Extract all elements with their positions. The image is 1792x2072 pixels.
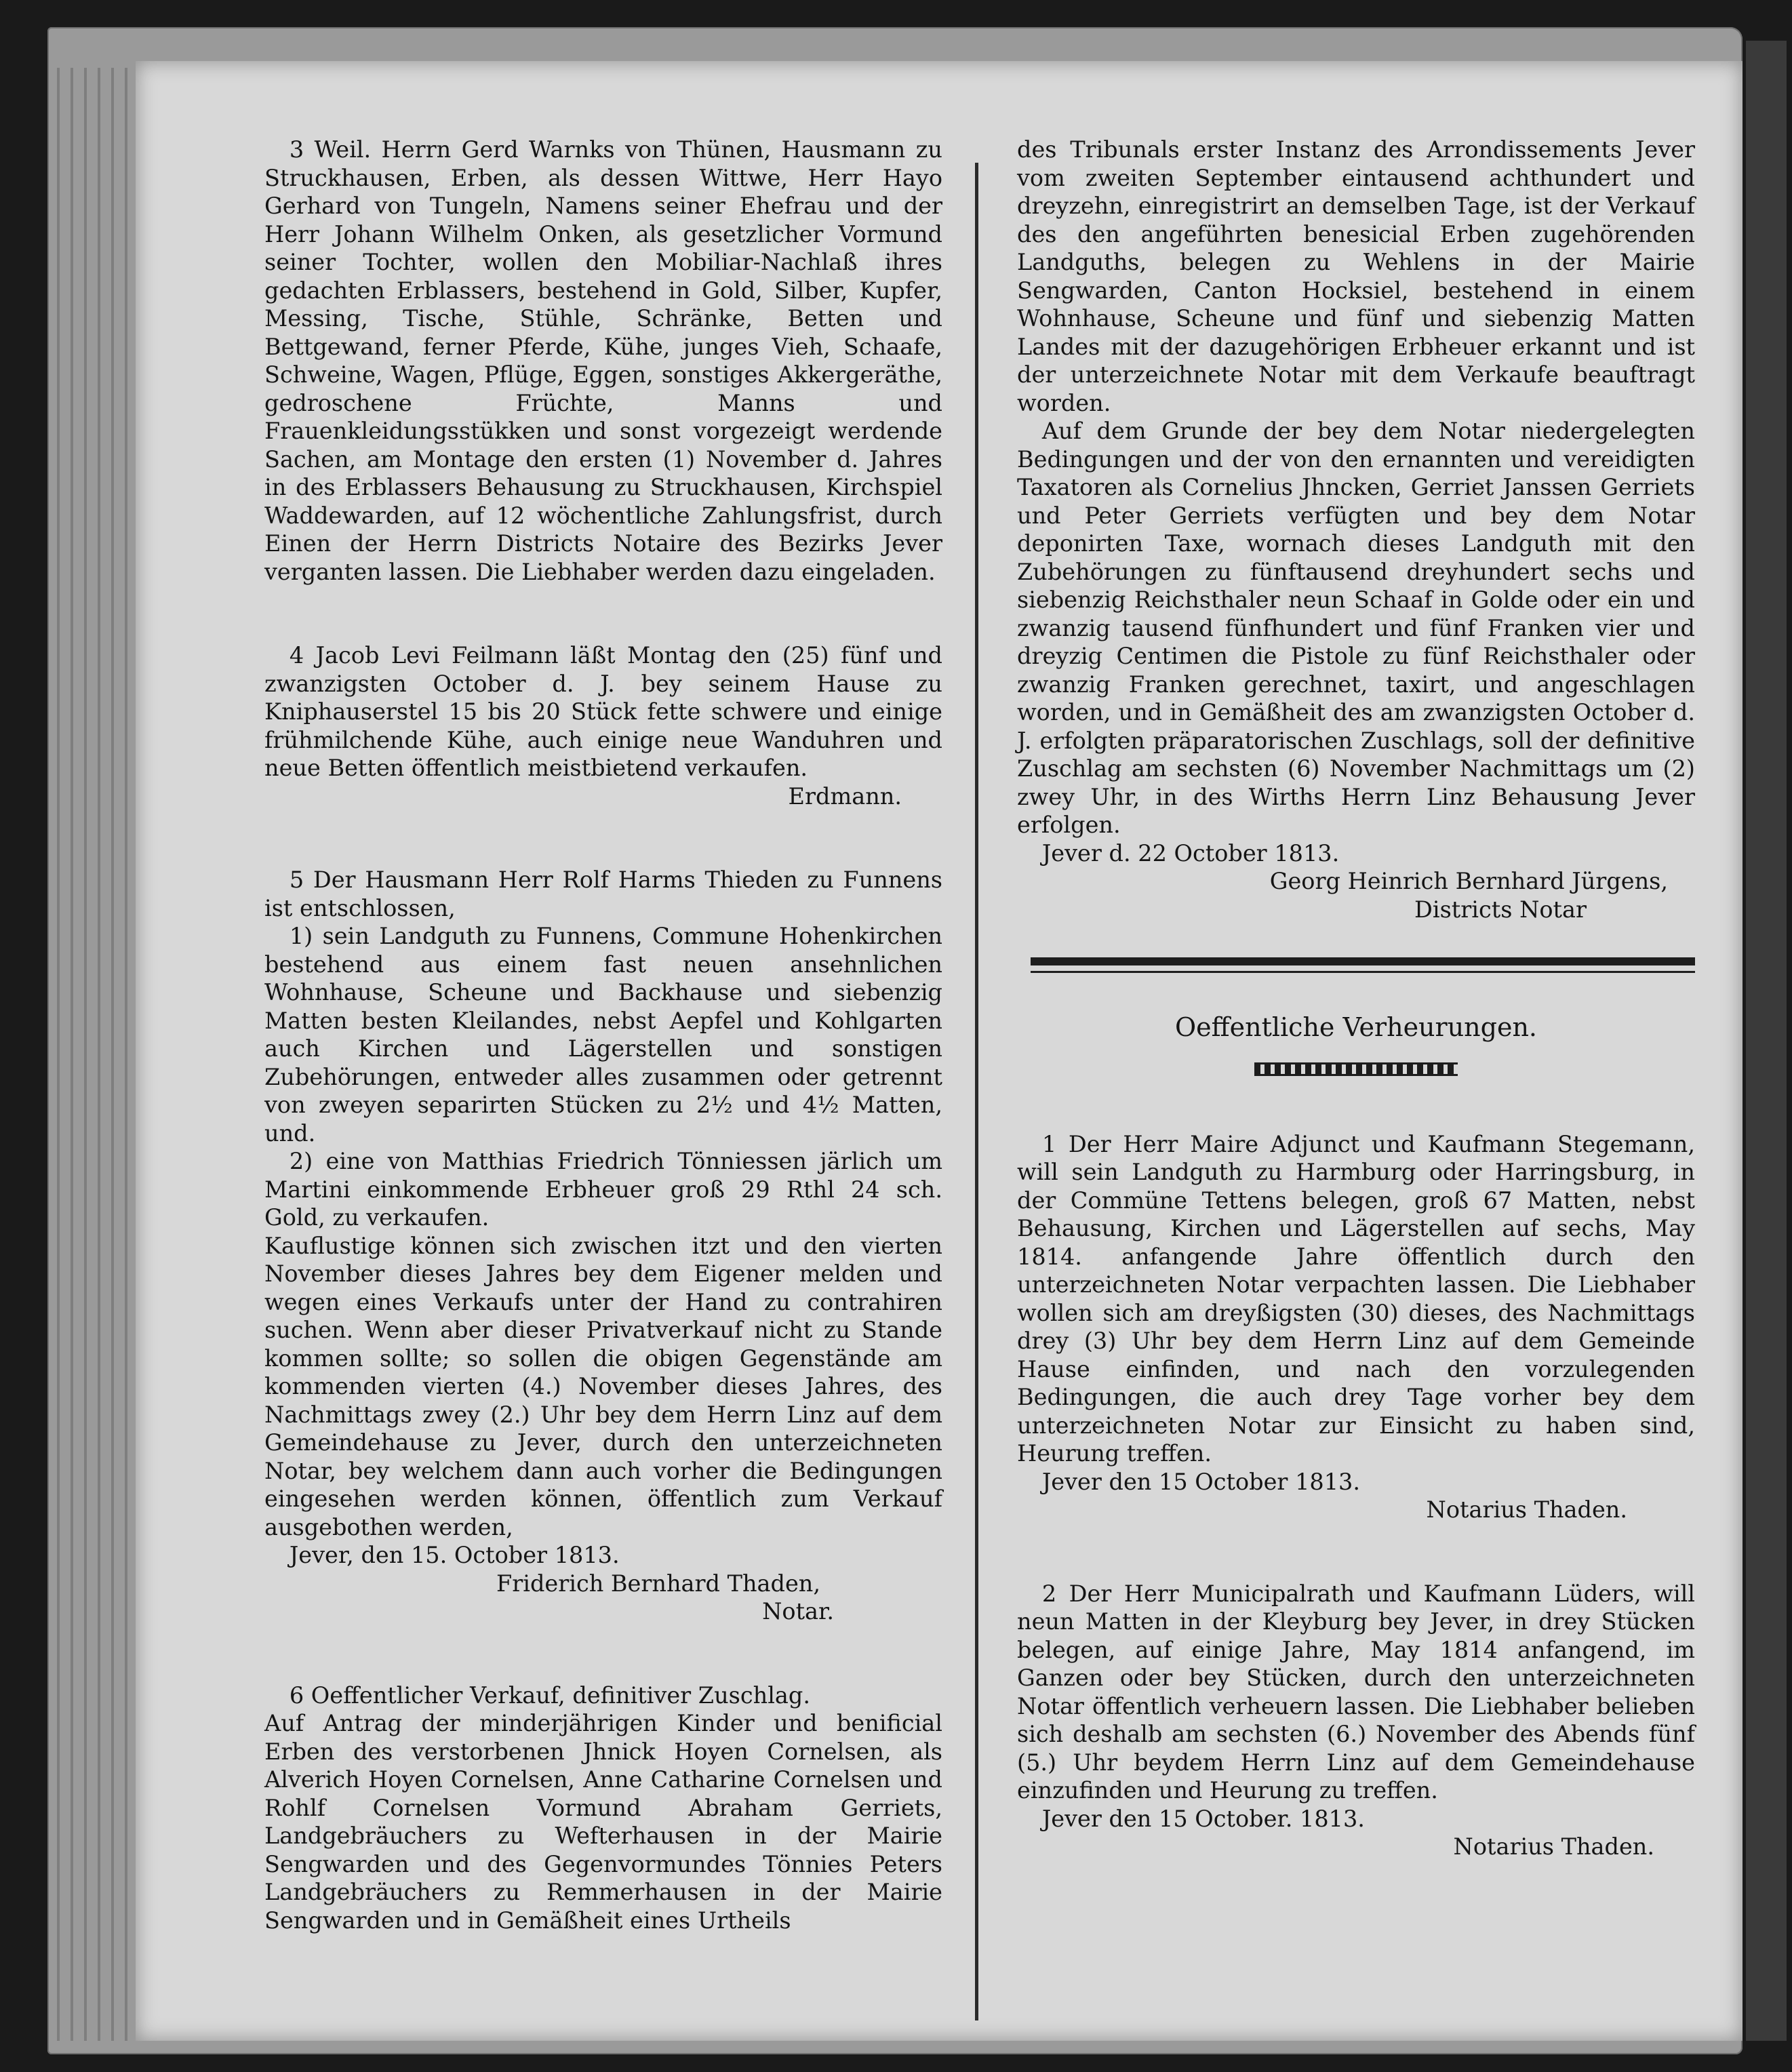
notice-5-item-1: 1) sein Landguth zu Funnens, Commune Hohenkirchen bestehend aus einem fast neuen ansehnlichen Wohnhause, Scheune und Backhause und siebenzig Matten besten Kleilandes, nebst Aepfel und Kohlgarten auch Kirchen und Lägerstellen und sonstigen Zubehörungen, entweder alles zusammen oder getrennt von zweyen separirten Stücken zu 2½ und 4½ Matten, und. bbox=[264, 923, 942, 1147]
page-edge bbox=[111, 68, 114, 2041]
rent-2-signature: Notarius Thaden. bbox=[1453, 1833, 1654, 1860]
page-edge bbox=[125, 68, 127, 2041]
page-edge bbox=[98, 68, 100, 2041]
page-edge bbox=[71, 68, 73, 2041]
notice-4-body: 4 Jacob Levi Feilmann läßt Montag den (25) fünf und zwanzigsten October d. J. bey seinem Hause zu Kniphauserstel 15 bis 20 Stück fette schwere und einige frühmilchende Kühe, auch einige neue Wanduhren und neue Betten öffentlich meistbietend verkaufen. bbox=[264, 642, 942, 781]
right-column bbox=[1017, 136, 1695, 1861]
rent-2-body: 2 Der Herr Municipalrath und Kaufmann Lüders, will neun Matten in der Kleyburg bey Jever, in drey Stücken belegen, auf einige Jahre, May 1814 anfangend, im Ganzen oder bey Stücken, durch den unterzeichneten Notar öffentlich verheuern lassen. Die Liebhaber belieben sich deshalb am sechsten (6.) November des Abends fünf (5.) Uhr beydem Herrn Linz auf dem Gemeindehause einzufinden und Heurung zu treffen. bbox=[1017, 1580, 1695, 1804]
book-edge bbox=[1746, 41, 1787, 2041]
notice-5-signature-name: Friderich Bernhard Thaden, bbox=[496, 1570, 820, 1597]
notice-6-place-date: Jever d. 22 October 1813. bbox=[1041, 839, 1340, 866]
rent-notice-1 bbox=[1017, 1130, 1695, 1524]
rent-1-body: 1 Der Herr Maire Adjunct und Kaufmann Stegemann, will sein Landguth zu Harmburg oder Harringsburg, in der Commüne Tettens belegen, groß 67 Matten, nebst Behausung, Kirchen und Lägerstellen auf sechs, May 1814. anfangende Jahre öffentlich durch den unterzeichneten Notar verpachten lassen. Die Liebhaber wollen sich am dreyßigsten (30) dieses, des Nachmittags drey (3) Uhr bey dem Herrn Linz auf dem Gemeinde Hause einfinden, und nach den vorzulegenden Bedingungen, die auch drey Tage vorher bey dem unterzeichneten Notar zur Einsicht zu haben sind, Heurung treffen. bbox=[1017, 1130, 1695, 1467]
notice-6-body: Auf Antrag der minderjährigen Kinder und benificial Erben des verstorbenen Jhnick Hoyen Cornelsen, als Alverich Hoyen Cornelsen, Anne Catharine Cornelsen und Rohlf Cornelsen Vormund Abraham Gerriets, Landgebräuchers zu Wefterhausen in der Mairie Sengwarden und des Gegenvormundes Tönnies Peters Landgebräuchers zu Remmerhausen in der Mairie Sengwarden und in Gemäßheit eines Urtheils bbox=[264, 1710, 942, 1934]
column-divider bbox=[975, 163, 978, 2020]
notice-4-signature: Erdmann. bbox=[788, 782, 902, 810]
ornament-divider bbox=[1254, 1062, 1458, 1076]
notice-5-intro: 5 Der Hausmann Herr Rolf Harms Thieden zu Funnens ist entschlossen, bbox=[264, 866, 942, 921]
thin-rule bbox=[1031, 971, 1695, 973]
notice-6-title: 6 Oeffentlicher Verkauf, definitiver Zuschlag. bbox=[289, 1681, 810, 1709]
notice-5-place-date: Jever, den 15. October 1813. bbox=[289, 1542, 620, 1568]
notice-4 bbox=[264, 641, 942, 810]
notice-6-signature-title: Districts Notar bbox=[1414, 896, 1587, 923]
notice-5-body: Kauflustige können sich zwischen itzt und den vierten November dieses Jahres bey dem Eigener melden und wegen eines Verkaufs unter der Hand zu contrahiren suchen. Wenn aber dieser Privatverkauf nicht zu Stande kommen sollte; so sollen die obigen Gegenstände am kommenden vierten (4.) November dieses Jahres, des Nachmittags zwey (2.) Uhr bey dem Herrn Linz auf dem Gemeindehause zu Jever, durch den unterzeichneten Notar, bey welchem dann auch vorher die Bedingungen eingesehen werden können, öffentlich zum Verkauf ausgebothen werden, bbox=[264, 1232, 942, 1540]
notice-6-cont-p1: des Tribunals erster Instanz des Arrondissements Jever vom zweiten September eintausend achthundert und dreyzehn, einregistrirt an demselben Tage, ist der Verkauf des den angeführten benesicial Erben zugehörenden Landguths, belegen zu Wehlens in der Mairie Sengwarden, Canton Hocksiel, bestehend in einem Wohnhause, Scheune und fünf und siebenzig Matten Landes mit der dazugehörigen Erbheuer erkannt und ist der unterzeichnete Notar mit dem Verkaufe beauftragt worden. bbox=[1017, 136, 1695, 416]
notice-5-signature-title: Notar. bbox=[762, 1598, 834, 1625]
rent-2-place-date: Jever den 15 October. 1813. bbox=[1041, 1805, 1365, 1832]
notice-6-signature-name: Georg Heinrich Bernhard Jürgens, bbox=[1269, 868, 1668, 894]
notice-5 bbox=[264, 866, 942, 1626]
rent-1-signature: Notarius Thaden. bbox=[1426, 1496, 1627, 1523]
notice-6-cont-p2: Auf dem Grunde der bey dem Notar niedergelegten Bedingungen und der von den ernannten und vereidigten Taxatoren als Cornelius Jhncken, Gerriet Janssen Gerriets und Peter Gerriets verfügten und bey dem Notar deponirten Taxe, wornach dieses Landguth mit den Zubehörungen zu fünftausend dreyhundert sechs und siebenzig Reichsthaler neun Schaaf in Golde oder ein und zwanzig tausend fünfhundert und fünf Franken vier und dreyzig Centimen die Pistole zu fünf Reichsthaler oder zwanzig Franken gerechnet, taxirt, und angeschlagen worden, und in Gemäßheit des am zwanzigsten October d. J. erfolgten präparatorischen Zuschlags, soll der definitive Zuschlag am sechsten (6) November Nachmittags um (2) zwey Uhr, in des Wirths Herrn Linz Behausung Jever erfolgen. bbox=[1017, 418, 1695, 838]
left-column bbox=[264, 136, 942, 1934]
notice-5-item-2: 2) eine von Matthias Friedrich Tönniessen järlich um Martini einkommende Erbheuer groß 29 Rthl 24 sch. Gold, zu verkaufen. bbox=[264, 1148, 942, 1231]
notice-3-body: 3 Weil. Herrn Gerd Warnks von Thünen, Hausmann zu Struckhausen, Erben, als dessen Wittwe, Herr Hayo Gerhard von Tungeln, Namens seiner Ehefrau und der Herr Johann Wilhelm Onken, als gesetzlicher Vormund seiner Tochter, wollen den Mobiliar-Nachlaß ihres gedachten Erblassers, bestehend in Gold, Silber, Kupfer, Messing, Tische, Stühle, Schränke, Betten und Bettgewand, ferner Pferde, Kühe, junges Vieh, Schaafe, Schweine, Wagen, Pflüge, Eggen, sonstiges Akkergeräthe, gedroschene Früchte, Manns und Frauenkleidungsstükken und sonst vorgezeigt werdende Sachen, am Montage den ersten (1) November d. Jahres in des Erblassers Behausung zu Struckhausen, Kirchspiel Waddewarden, auf 12 wöchentliche Zahlungsfrist, durch Einen der Herrn Districts Notaire des Bezirks Jever verganten lassen. Die Liebhaber werden dazu eingeladen. bbox=[264, 136, 942, 585]
rent-1-place-date: Jever den 15 October 1813. bbox=[1041, 1468, 1360, 1495]
notice-6 bbox=[264, 1681, 942, 1935]
section-title: Oeffentliche Verheurungen. bbox=[1174, 1012, 1538, 1042]
notice-3 bbox=[264, 136, 942, 586]
notice-6-continued bbox=[1017, 136, 1695, 923]
thick-rule bbox=[1031, 957, 1695, 965]
page-edge bbox=[57, 68, 60, 2041]
page-edge bbox=[84, 68, 87, 2041]
section-rule bbox=[1017, 957, 1695, 973]
rent-notice-2 bbox=[1017, 1580, 1695, 1861]
